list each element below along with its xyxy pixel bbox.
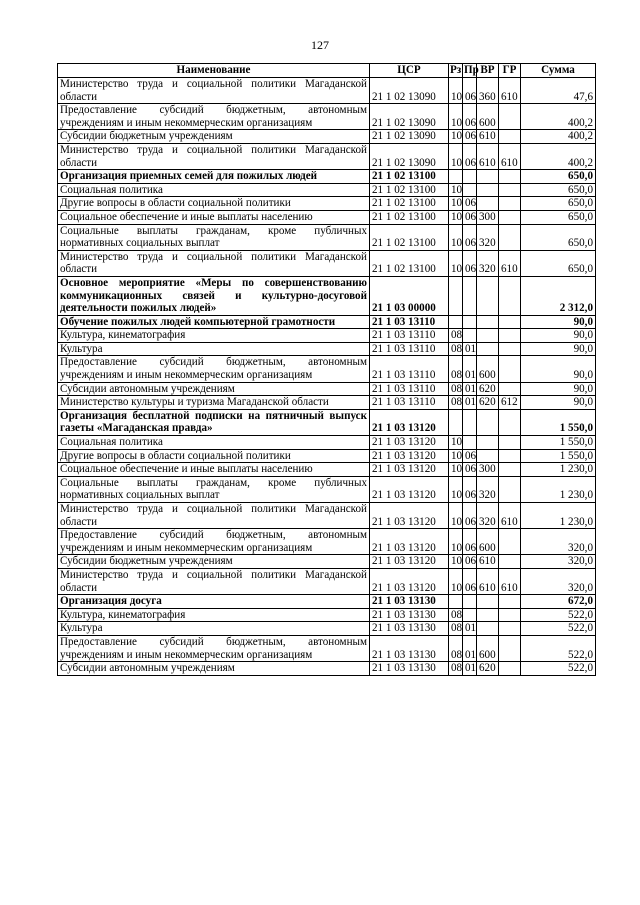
row-csr-cell: 21 1 03 13120: [370, 529, 449, 555]
row-name-cell: Предоставление субсидий бюджетным, автономным учреждениям и иным некоммерческим организациям: [58, 356, 370, 382]
table-row: [58, 503, 596, 529]
row-gr-cell: [499, 463, 521, 477]
row-name-cell: Предоставление субсидий бюджетным, автономным учреждениям и иным некоммерческим организациям: [58, 104, 370, 130]
row-csr-cell: 21 1 03 13120: [370, 568, 449, 594]
row-gr-cell: [499, 210, 521, 224]
row-name-cell: Культура: [58, 622, 370, 636]
row-name-cell: Культура, кинематография: [58, 608, 370, 622]
row-name-cell: Субсидии автономным учреждениям: [58, 382, 370, 396]
row-csr-cell: 21 1 02 13100: [370, 170, 449, 184]
row-sum-cell: 90,0: [521, 329, 596, 343]
row-vr-cell: 320: [477, 476, 499, 502]
row-vr-cell: 600: [477, 356, 499, 382]
row-pr-cell: 06: [463, 503, 477, 529]
row-name-cell: Министерство труда и социальной политики Магаданской области: [58, 503, 370, 529]
row-pr-cell: 06: [463, 143, 477, 169]
row-name-cell: Организация приемных семей для пожилых людей: [58, 170, 370, 184]
row-name-cell: Субсидии бюджетным учреждениям: [58, 555, 370, 569]
row-vr-cell: 600: [477, 529, 499, 555]
row-rz-cell: 10: [449, 104, 463, 130]
row-pr-cell: [463, 595, 477, 609]
row-sum-cell: 47,6: [521, 78, 596, 104]
row-sum-cell: 320,0: [521, 555, 596, 569]
row-pr-cell: 01: [463, 635, 477, 661]
row-vr-cell: 320: [477, 503, 499, 529]
row-rz-cell: 08: [449, 382, 463, 396]
row-name-cell: Социальные выплаты гражданам, кроме публичных нормативных социальных выплат: [58, 476, 370, 502]
row-csr-cell: 21 1 03 13110: [370, 329, 449, 343]
table-row: [58, 476, 596, 502]
row-sum-cell: 2 312,0: [521, 276, 596, 315]
row-pr-cell: 06: [463, 197, 477, 211]
row-name-cell: Субсидии бюджетным учреждениям: [58, 130, 370, 144]
row-name-cell: Социальная политика: [58, 436, 370, 450]
page-number: 127: [311, 38, 329, 52]
row-pr-cell: [463, 315, 477, 329]
row-pr-cell: 06: [463, 130, 477, 144]
row-csr-cell: 21 1 03 13110: [370, 315, 449, 329]
row-sum-cell: 650,0: [521, 183, 596, 197]
row-name-cell: Организация досуга: [58, 595, 370, 609]
row-gr-cell: 610: [499, 78, 521, 104]
row-csr-cell: 21 1 02 13100: [370, 224, 449, 250]
row-rz-cell: [449, 276, 463, 315]
row-csr-cell: 21 1 03 13120: [370, 463, 449, 477]
row-csr-cell: 21 1 03 13120: [370, 449, 449, 463]
row-csr-cell: 21 1 03 13120: [370, 555, 449, 569]
row-rz-cell: [449, 595, 463, 609]
table-row: [58, 224, 596, 250]
row-rz-cell: 08: [449, 342, 463, 356]
table-row: [58, 555, 596, 569]
table-row: [58, 529, 596, 555]
row-vr-cell: 320: [477, 250, 499, 276]
table-row: [58, 622, 596, 636]
row-gr-cell: [499, 224, 521, 250]
row-rz-cell: 10: [449, 568, 463, 594]
row-pr-cell: 06: [463, 463, 477, 477]
row-csr-cell: 21 1 03 13120: [370, 409, 449, 435]
table-row: [58, 143, 596, 169]
row-csr-cell: 21 1 03 13130: [370, 635, 449, 661]
table-row: [58, 608, 596, 622]
row-pr-cell: 01: [463, 662, 477, 676]
row-pr-cell: 06: [463, 449, 477, 463]
row-gr-cell: [499, 382, 521, 396]
row-csr-cell: 21 1 02 13090: [370, 130, 449, 144]
row-rz-cell: 10: [449, 476, 463, 502]
row-name-cell: Министерство труда и социальной политики Магаданской области: [58, 143, 370, 169]
row-vr-cell: 610: [477, 568, 499, 594]
row-sum-cell: 650,0: [521, 210, 596, 224]
row-vr-cell: [477, 436, 499, 450]
table-row: [58, 449, 596, 463]
row-gr-cell: [499, 476, 521, 502]
row-csr-cell: 21 1 03 13130: [370, 662, 449, 676]
row-name-cell: Министерство труда и социальной политики Магаданской области: [58, 78, 370, 104]
row-gr-cell: [499, 170, 521, 184]
row-csr-cell: 21 1 03 13110: [370, 396, 449, 410]
row-csr-cell: 21 1 03 00000: [370, 276, 449, 315]
row-gr-cell: [499, 104, 521, 130]
row-vr-cell: 300: [477, 210, 499, 224]
row-gr-cell: 610: [499, 503, 521, 529]
row-name-cell: Организация бесплатной подписки на пятничный выпуск газеты «Магаданская правда»: [58, 409, 370, 435]
row-pr-cell: 06: [463, 568, 477, 594]
row-rz-cell: 08: [449, 356, 463, 382]
row-sum-cell: 320,0: [521, 529, 596, 555]
row-sum-cell: 650,0: [521, 170, 596, 184]
row-csr-cell: 21 1 02 13100: [370, 250, 449, 276]
row-gr-cell: 612: [499, 396, 521, 410]
row-pr-cell: 01: [463, 342, 477, 356]
table-row: [58, 104, 596, 130]
table-body: [58, 78, 596, 676]
row-gr-cell: [499, 329, 521, 343]
row-csr-cell: 21 1 03 13110: [370, 382, 449, 396]
table-row: [58, 78, 596, 104]
row-pr-cell: [463, 436, 477, 450]
header-gr: ГР: [499, 64, 521, 78]
row-pr-cell: 06: [463, 555, 477, 569]
row-vr-cell: [477, 409, 499, 435]
row-csr-cell: 21 1 03 13120: [370, 476, 449, 502]
row-sum-cell: 400,2: [521, 143, 596, 169]
budget-table: [57, 63, 596, 676]
table-row-section: [58, 315, 596, 329]
row-sum-cell: 90,0: [521, 382, 596, 396]
table-row: [58, 342, 596, 356]
row-vr-cell: 600: [477, 104, 499, 130]
row-name-cell: Социальная политика: [58, 183, 370, 197]
row-csr-cell: 21 1 02 13100: [370, 210, 449, 224]
row-gr-cell: [499, 342, 521, 356]
row-name-cell: Обучение пожилых людей компьютерной грамотности: [58, 315, 370, 329]
row-pr-cell: 06: [463, 476, 477, 502]
row-pr-cell: 06: [463, 78, 477, 104]
row-name-cell: Основное мероприятие «Меры по совершенствованию коммуникационных связей и культурно-досуговой деятельности пожилых людей»: [58, 276, 370, 315]
row-gr-cell: [499, 662, 521, 676]
row-rz-cell: 10: [449, 436, 463, 450]
row-gr-cell: 610: [499, 250, 521, 276]
row-rz-cell: [449, 409, 463, 435]
row-name-cell: Социальные выплаты гражданам, кроме публичных нормативных социальных выплат: [58, 224, 370, 250]
row-pr-cell: [463, 608, 477, 622]
row-rz-cell: 10: [449, 529, 463, 555]
row-vr-cell: [477, 595, 499, 609]
row-sum-cell: 90,0: [521, 315, 596, 329]
row-rz-cell: 08: [449, 662, 463, 676]
row-sum-cell: 672,0: [521, 595, 596, 609]
row-csr-cell: 21 1 02 13100: [370, 183, 449, 197]
table-row: [58, 662, 596, 676]
table-header-row: [58, 64, 596, 78]
row-vr-cell: [477, 197, 499, 211]
row-name-cell: Социальное обеспечение и иные выплаты населению: [58, 210, 370, 224]
row-pr-cell: [463, 409, 477, 435]
row-gr-cell: [499, 315, 521, 329]
row-pr-cell: 06: [463, 529, 477, 555]
row-vr-cell: 300: [477, 463, 499, 477]
row-pr-cell: [463, 329, 477, 343]
row-vr-cell: [477, 622, 499, 636]
row-csr-cell: 21 1 03 13130: [370, 595, 449, 609]
row-rz-cell: 08: [449, 622, 463, 636]
row-csr-cell: 21 1 03 13110: [370, 342, 449, 356]
row-sum-cell: 522,0: [521, 622, 596, 636]
row-rz-cell: 10: [449, 197, 463, 211]
row-name-cell: Предоставление субсидий бюджетным, автономным учреждениям и иным некоммерческим организациям: [58, 635, 370, 661]
row-vr-cell: [477, 449, 499, 463]
header-vr: ВР: [477, 64, 499, 78]
row-rz-cell: 10: [449, 449, 463, 463]
row-sum-cell: 400,2: [521, 130, 596, 144]
row-csr-cell: 21 1 02 13090: [370, 78, 449, 104]
row-sum-cell: 522,0: [521, 608, 596, 622]
row-name-cell: Культура: [58, 342, 370, 356]
row-gr-cell: [499, 436, 521, 450]
table-row-section: [58, 170, 596, 184]
table-row: [58, 210, 596, 224]
row-csr-cell: 21 1 03 13130: [370, 622, 449, 636]
row-vr-cell: 360: [477, 78, 499, 104]
row-vr-cell: [477, 329, 499, 343]
row-gr-cell: [499, 608, 521, 622]
row-rz-cell: 10: [449, 183, 463, 197]
row-vr-cell: 610: [477, 555, 499, 569]
row-pr-cell: 06: [463, 210, 477, 224]
table-row: [58, 396, 596, 410]
row-gr-cell: [499, 356, 521, 382]
row-pr-cell: 01: [463, 396, 477, 410]
header-rz: Рз: [450, 64, 462, 77]
row-pr-cell: [463, 276, 477, 315]
row-rz-cell: 08: [449, 396, 463, 410]
table-row: [58, 250, 596, 276]
row-sum-cell: 1 550,0: [521, 409, 596, 435]
row-vr-cell: [477, 608, 499, 622]
row-pr-cell: [463, 183, 477, 197]
row-csr-cell: 21 1 03 13120: [370, 436, 449, 450]
header-pr: Пр: [464, 64, 479, 77]
row-name-cell: Министерство труда и социальной политики Магаданской области: [58, 250, 370, 276]
table-row: [58, 436, 596, 450]
row-sum-cell: 90,0: [521, 356, 596, 382]
row-sum-cell: 320,0: [521, 568, 596, 594]
row-vr-cell: 320: [477, 224, 499, 250]
row-name-cell: Министерство труда и социальной политики Магаданской области: [58, 568, 370, 594]
row-rz-cell: 10: [449, 555, 463, 569]
row-rz-cell: 10: [449, 143, 463, 169]
row-sum-cell: 400,2: [521, 104, 596, 130]
row-rz-cell: 10: [449, 130, 463, 144]
row-name-cell: Другие вопросы в области социальной политики: [58, 197, 370, 211]
row-rz-cell: 08: [449, 329, 463, 343]
header-name: Наименование: [58, 64, 370, 78]
table-row: [58, 463, 596, 477]
row-gr-cell: [499, 276, 521, 315]
row-sum-cell: 650,0: [521, 197, 596, 211]
row-pr-cell: 06: [463, 104, 477, 130]
row-name-cell: Культура, кинематография: [58, 329, 370, 343]
row-rz-cell: 10: [449, 210, 463, 224]
row-name-cell: Предоставление субсидий бюджетным, автономным учреждениям и иным некоммерческим организациям: [58, 529, 370, 555]
table-row: [58, 183, 596, 197]
row-gr-cell: [499, 555, 521, 569]
row-rz-cell: [449, 170, 463, 184]
row-vr-cell: 620: [477, 382, 499, 396]
row-gr-cell: [499, 409, 521, 435]
row-vr-cell: 610: [477, 143, 499, 169]
row-sum-cell: 650,0: [521, 250, 596, 276]
table-row: [58, 197, 596, 211]
row-gr-cell: 610: [499, 143, 521, 169]
row-vr-cell: [477, 342, 499, 356]
row-rz-cell: 10: [449, 78, 463, 104]
header-sum: Сумма: [521, 64, 596, 78]
row-vr-cell: 620: [477, 662, 499, 676]
row-rz-cell: 10: [449, 463, 463, 477]
table-row-section: [58, 595, 596, 609]
row-sum-cell: 1 550,0: [521, 449, 596, 463]
row-sum-cell: 650,0: [521, 224, 596, 250]
row-pr-cell: 06: [463, 224, 477, 250]
row-gr-cell: [499, 130, 521, 144]
table-row-section: [58, 276, 596, 315]
row-pr-cell: 01: [463, 382, 477, 396]
row-gr-cell: 610: [499, 568, 521, 594]
row-gr-cell: [499, 595, 521, 609]
row-rz-cell: 10: [449, 250, 463, 276]
header-csr: ЦСР: [370, 64, 449, 78]
row-sum-cell: 90,0: [521, 396, 596, 410]
row-sum-cell: 522,0: [521, 635, 596, 661]
row-rz-cell: [449, 315, 463, 329]
row-csr-cell: 21 1 03 13130: [370, 608, 449, 622]
row-vr-cell: [477, 315, 499, 329]
row-csr-cell: 21 1 02 13090: [370, 104, 449, 130]
table-row: [58, 568, 596, 594]
row-csr-cell: 21 1 03 13120: [370, 503, 449, 529]
row-sum-cell: 1 230,0: [521, 476, 596, 502]
row-vr-cell: [477, 183, 499, 197]
row-pr-cell: 06: [463, 250, 477, 276]
row-gr-cell: [499, 197, 521, 211]
table-row: [58, 635, 596, 661]
table-row: [58, 382, 596, 396]
row-pr-cell: [463, 170, 477, 184]
row-gr-cell: [499, 635, 521, 661]
row-gr-cell: [499, 449, 521, 463]
row-csr-cell: 21 1 03 13110: [370, 356, 449, 382]
row-vr-cell: 610: [477, 130, 499, 144]
row-gr-cell: [499, 622, 521, 636]
row-sum-cell: 90,0: [521, 342, 596, 356]
row-vr-cell: [477, 170, 499, 184]
row-name-cell: Министерство культуры и туризма Магаданской области: [58, 396, 370, 410]
table-row: [58, 130, 596, 144]
row-csr-cell: 21 1 02 13090: [370, 143, 449, 169]
row-rz-cell: 08: [449, 608, 463, 622]
row-sum-cell: 522,0: [521, 662, 596, 676]
row-name-cell: Субсидии автономным учреждениям: [58, 662, 370, 676]
row-name-cell: Социальное обеспечение и иные выплаты населению: [58, 463, 370, 477]
row-vr-cell: [477, 276, 499, 315]
row-pr-cell: 01: [463, 622, 477, 636]
row-rz-cell: 10: [449, 224, 463, 250]
row-sum-cell: 1 230,0: [521, 503, 596, 529]
row-vr-cell: 620: [477, 396, 499, 410]
table-row-section: [58, 409, 596, 435]
row-name-cell: Другие вопросы в области социальной политики: [58, 449, 370, 463]
row-gr-cell: [499, 183, 521, 197]
row-gr-cell: [499, 529, 521, 555]
table-row: [58, 329, 596, 343]
row-rz-cell: 10: [449, 503, 463, 529]
row-vr-cell: 600: [477, 635, 499, 661]
table-row: [58, 356, 596, 382]
row-sum-cell: 1 550,0: [521, 436, 596, 450]
row-rz-cell: 08: [449, 635, 463, 661]
row-csr-cell: 21 1 02 13100: [370, 197, 449, 211]
row-sum-cell: 1 230,0: [521, 463, 596, 477]
row-pr-cell: 01: [463, 356, 477, 382]
